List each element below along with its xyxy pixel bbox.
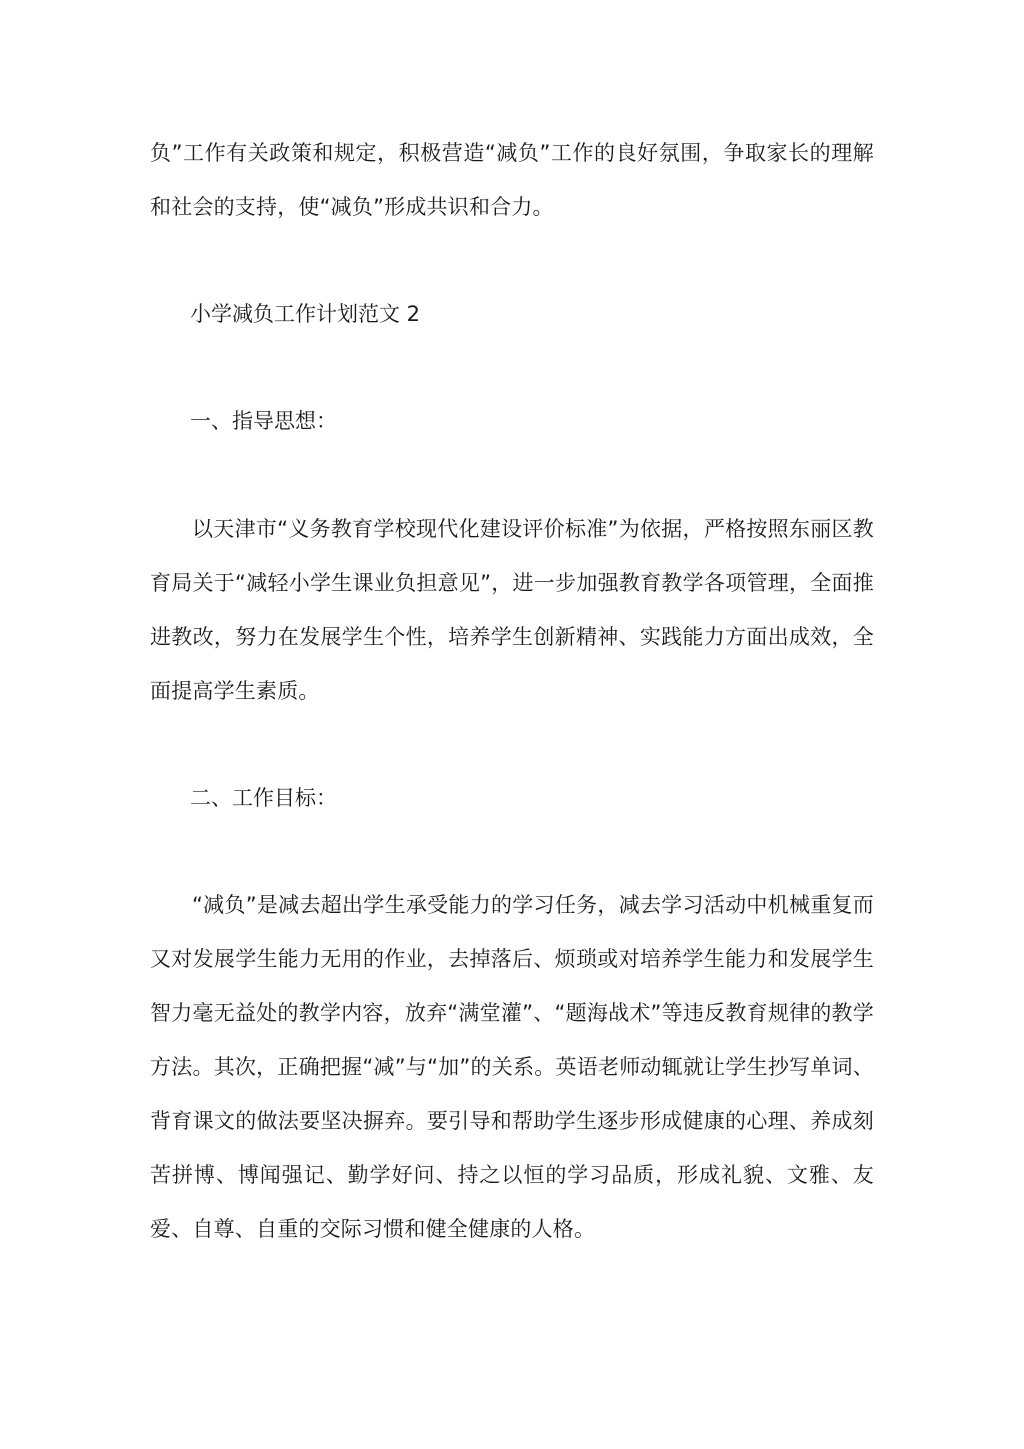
heading-guiding-ideology: 一、指导思想： [190,409,337,433]
section-title: 小学减负工作计划范文 2 [190,302,421,326]
heading-work-goals: 二、工作目标： [190,786,337,810]
paragraph-work-goals: “减负”是减去超出学生承受能力的学习任务，减去学习活动中机械重复而又对发展学生能力无用的作业，去掉落后、烦琐或对培养学生能力和发展学生智力毫无益处的教学内容，放弃“满堂灌”、“题海战术”等违反教育规律的教学方法。其次，正确把握“减”与“加”的关系。英语老师动辄就让学生抄写单词、背育课文的做法要坚决摒弃。要引导和帮助学生逐步形成健康的心理、养成刻苦拼博、博闻强记、勤学好问、持之以恒的学习品质，形成礼貌、文雅、友爱、自尊、自重的交际习惯和健全健康的人格。 [150,893,874,1241]
paragraph-guiding-ideology: 以天津市“义务教育学校现代化建设评价标准”为依据，严格按照东丽区教育局关于“减轻小学生课业负担意见”，进一步加强教育教学各项管理，全面推进教改，努力在发展学生个性，培养学生创新精神、实践能力方面出成效，全面提高学生素质。 [150,517,874,703]
continuation-paragraph: 负”工作有关政策和规定，积极营造“减负”工作的良好氛围，争取家长的理解和社会的支持，使“减负”形成共识和合力。 [150,141,874,219]
